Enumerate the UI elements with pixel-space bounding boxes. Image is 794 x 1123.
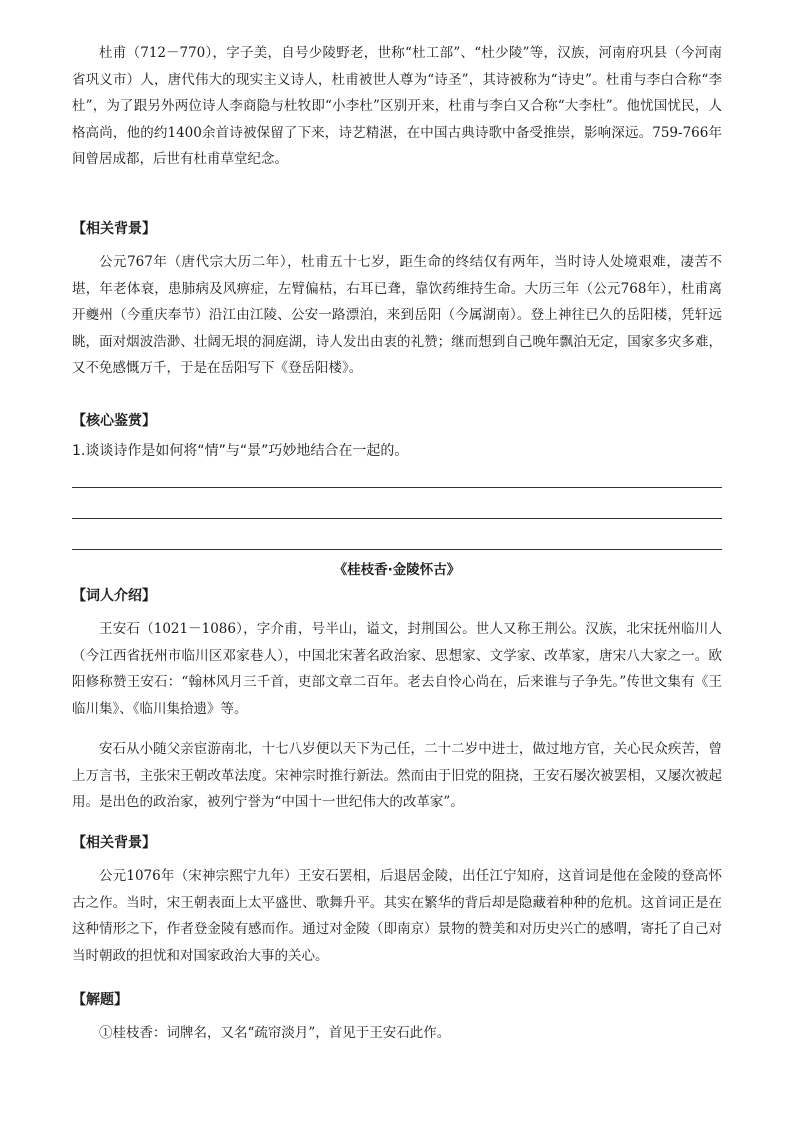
- poem-title: 《桂枝香·金陵怀古》: [333, 562, 461, 578]
- wang-anshi-intro-2: 安石从小随父亲宦游南北，十七八岁便以天下为己任，二十二岁中进士，做过地方官，关心民众疾苦，曾上万言书，主张宋王朝改革法度。宋神宗时推行新法。然而由于旧党的阻挠，王安石屡次被罢相，又屡次被起用。是出色的政治家，被列宁誉为“中国十一世纪伟大的改革家”。: [72, 741, 722, 810]
- answer-line-2: [72, 518, 722, 519]
- wang-anshi-background: 公元1076年（宋神宗熙宁九年）王安石罢相，后退居金陵，出任江宁知府，这首词是他在金陵的登高怀古之作。当时，宋王朝表面上太平盛世、歌舞升平。其实在繁华的背后却是隐藏着种种的危机。这首词正是在这种情形之下，作者登金陵有感而作。通过对金陵（即南京）景物的赞美和对历史兴亡的感喟，寄托了自己对当时朝政的担忧和对国家政治大事的关心。: [72, 868, 722, 964]
- notes-heading: 【解题】: [72, 992, 128, 1008]
- poet-intro-heading: 【词人介绍】: [72, 588, 156, 604]
- note-1: ①桂枝香：词牌名，又名“疏帘淡月”，首见于王安石此作。: [99, 1025, 451, 1041]
- answer-line-1: [72, 487, 722, 488]
- du-fu-background-heading: 【相关背景】: [72, 221, 156, 237]
- appreciation-question: 1.谈谈诗作是如何将“情”与“景”巧妙地结合在一起的。: [72, 443, 409, 459]
- du-fu-intro: 杜甫（712－770），字子美，自号少陵野老，世称“杜工部”、“杜少陵”等，汉族，河南府巩县（今河南省巩义市）人，唐代伟大的现实主义诗人，杜甫被世人尊为“诗圣”，其诗被称为“诗史”。杜甫与李白合称“李杜”，为了跟另外两位诗人李商隐与杜牧即“小李杜”区别开来，杜甫与李白又合称“大李杜”。他忧国忧民，人格高尚，他的约1400余首诗被保留了下来，诗艺精湛，在中国古典诗歌中备受推崇，影响深远。759-766年间曾居成都，后世有杜甫草堂纪念。: [72, 45, 722, 167]
- wang-anshi-background-heading: 【相关背景】: [72, 835, 156, 851]
- answer-line-3: [72, 549, 722, 550]
- wang-anshi-intro-1: 王安石（1021－1086），字介甫，号半山，谥文，封荆国公。世人又称王荆公。汉族，北宋抚州临川人（今江西省抚州市临川区邓家巷人），中国北宋著名政治家、思想家、文学家、改革家，唐宋八大家之一。欧阳修称赞王安石：“翰林风月三千首，吏部文章二百年。老去自怜心尚在，后来谁与子争先。”传世文集有《王临川集》、《临川集拾遗》等。: [72, 621, 722, 717]
- du-fu-background: 公元767年（唐代宗大历二年），杜甫五十七岁，距生命的终结仅有两年，当时诗人处境艰难，凄苦不堪，年老体衰，患肺病及风痹症，左臂偏枯，右耳已聋，靠饮药维持生命。大历三年（公元768年），杜甫离开夔州（今重庆奉节）沿江由江陵、公安一路漂泊，来到岳阳（今属湖南）。登上神往已久的岳阳楼，凭轩远眺，面对烟波浩渺、壮阔无垠的洞庭湖，诗人发出由衷的礼赞；继而想到自己晚年飘泊无定，国家多灾多难，又不免感慨万千，于是在岳阳写下《登岳阳楼》。: [72, 254, 722, 376]
- du-fu-appreciation-heading: 【核心鉴赏】: [72, 413, 156, 429]
